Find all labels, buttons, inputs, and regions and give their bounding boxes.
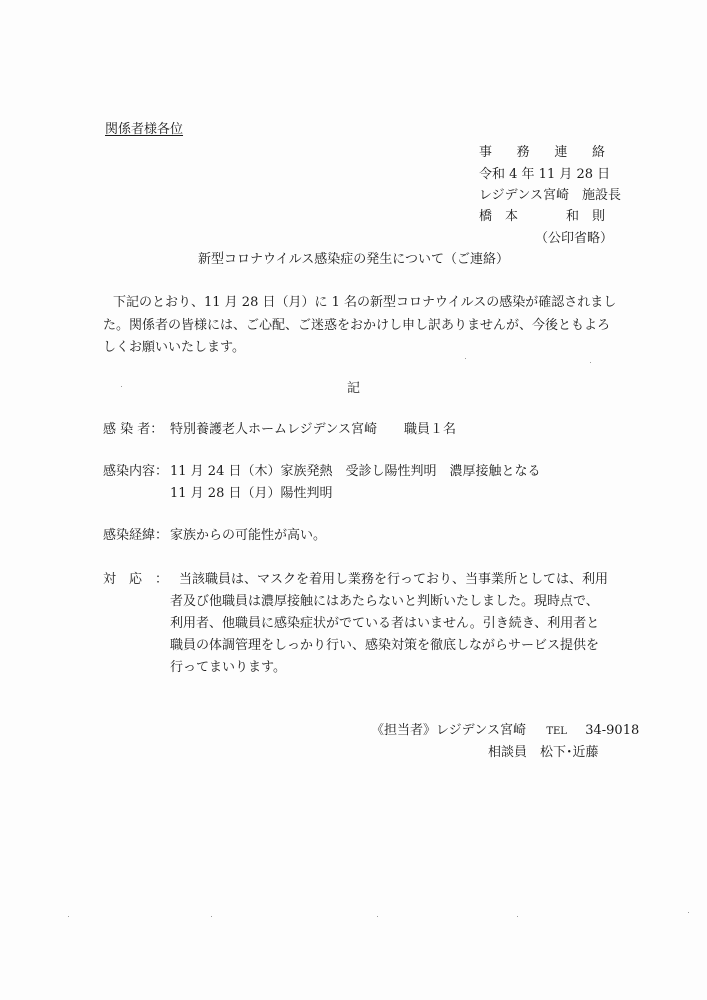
tel-label: TEL <box>546 726 567 737</box>
sender-name <box>479 209 605 225</box>
scan-speck <box>688 912 689 913</box>
intro-line: 下記のとおり、11 月 28 日（月）に 1 名の新型コロナウイルスの感染が確認されまし <box>113 295 617 310</box>
doc-type-char: 務 <box>516 145 530 160</box>
route-label: 感染経緯： <box>103 528 169 543</box>
response-label: 対 応 ： <box>103 572 169 587</box>
scan-speck <box>517 916 518 917</box>
ki-heading: 記 <box>346 381 360 396</box>
contact-person-prefix: 《担当者》レジデンス宮崎 <box>371 723 527 738</box>
seal-note: （公印省略） <box>535 231 614 246</box>
details-label: 感染内容： <box>103 464 169 479</box>
route-text: 家族からの可能性が高い。 <box>170 528 327 543</box>
intro-line: しくお願いいたします。 <box>103 340 245 355</box>
scan-speck <box>590 362 591 363</box>
sender-given-name: 和 則 <box>565 209 605 224</box>
response-line: 利用者、他職員に感染症状がでている者はいません。引き続き、利用者と <box>170 616 600 631</box>
infected-place: 特別養護老人ホームレジデンス宮崎 <box>170 422 378 437</box>
document-title: 新型コロナウイルス感染症の発生について（ご連絡） <box>198 252 509 267</box>
sender-family-name: 橋 本 <box>479 209 519 224</box>
intro-line: た。関係者の皆様には、ご心配、ご迷惑をおかけし申し訳ありませんが、今後ともよろ <box>103 318 611 333</box>
scan-speck <box>68 916 69 917</box>
scan-speck <box>121 386 122 387</box>
tel-number: 34-9018 <box>585 723 640 738</box>
response-line: 職員の体調管理をしっかり行い、感染対策を徹底しながらサービス提供を <box>170 638 600 653</box>
scan-speck <box>465 358 466 359</box>
contact-staff: 相談員 松下･近藤 <box>488 745 599 760</box>
contact-line <box>371 723 639 740</box>
details-line: 11 月 24 日（木）家族発熱 受診し陽性判明 濃厚接触となる <box>170 464 541 479</box>
facility-title: レジデンス宮崎 施設長 <box>479 188 622 203</box>
scan-speck <box>211 916 212 917</box>
doc-date: 令和 4 年 11 月 28 日 <box>479 167 611 182</box>
infected-count: 職員１名 <box>404 422 457 437</box>
infected-label: 感 染 者： <box>103 422 164 437</box>
doc-type-char: 連 <box>554 145 568 160</box>
addressee: 関係者様各位 <box>105 122 184 137</box>
response-line: 者及び他職員は濃厚接触にはあたらないと判断いたしました。現時点で、 <box>170 594 599 609</box>
response-line: 当該職員は、マスクを着用し業務を行っており、当事業所としては、利用 <box>179 572 609 587</box>
response-line: 行ってまいります。 <box>170 660 286 675</box>
details-line: 11 月 28 日（月）陽性判明 <box>170 486 333 501</box>
doc-type-char: 絡 <box>591 145 605 160</box>
doc-type-char: 事 <box>479 145 493 160</box>
doc-type-heading <box>479 145 605 161</box>
scan-speck <box>377 916 378 917</box>
